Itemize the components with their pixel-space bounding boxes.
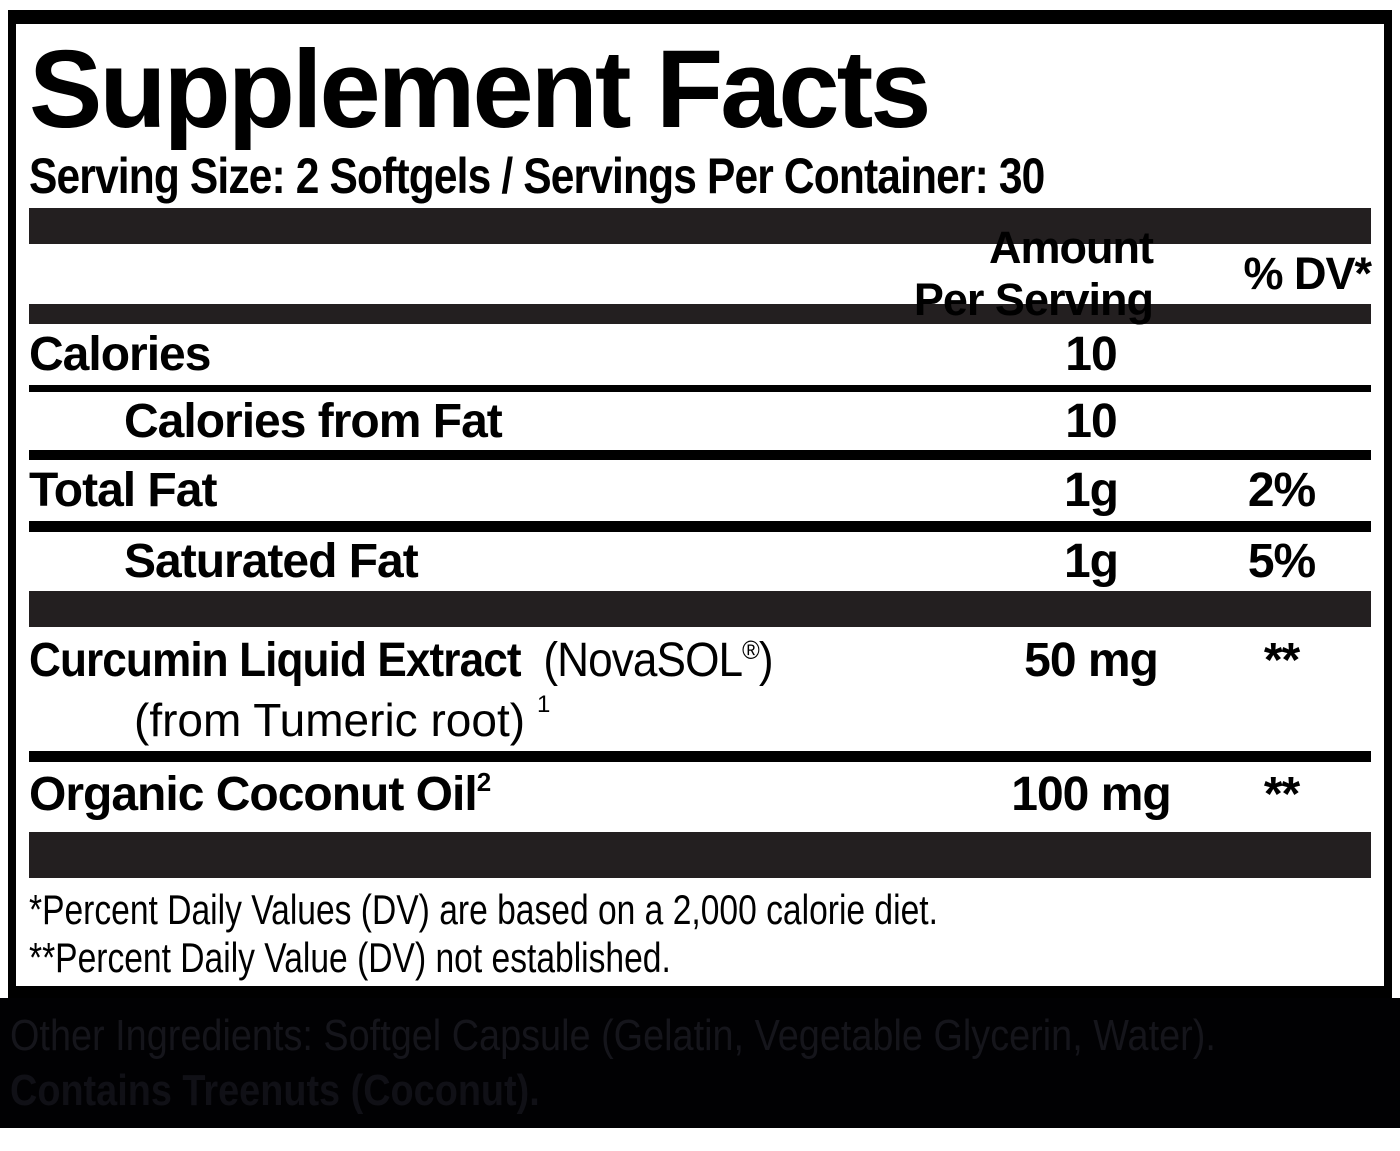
facts-title: Supplement Facts — [29, 28, 929, 151]
row-curcumin — [29, 627, 1371, 693]
coconut-oil-amount: 100 mg — [1011, 767, 1171, 821]
curcumin-label — [29, 633, 976, 688]
header-separator-bar — [29, 304, 1371, 324]
coconut-oil-name: Organic Coconut Oil — [29, 767, 477, 821]
serving-info — [29, 148, 1371, 204]
row-saturated-fat — [29, 532, 1371, 591]
row-calories — [29, 324, 1371, 385]
footnote-dv-not-established-text: **Percent Daily Value (DV) not established. — [29, 934, 671, 981]
coconut-oil-dv: ** — [1263, 767, 1300, 821]
total-fat-amount: 1g — [1063, 464, 1118, 517]
footnote-separator-bar — [29, 832, 1371, 878]
curcumin-source-line — [29, 693, 1371, 751]
percent-dv-header: % DV* — [1243, 248, 1371, 299]
row-divider — [29, 751, 1371, 762]
row-total-fat — [29, 460, 1371, 521]
footnote-dv-basis — [29, 886, 1371, 934]
column-header-row — [29, 222, 1371, 325]
saturated-fat-label: Saturated Fat — [124, 535, 418, 588]
novasol-brand-close: ) — [758, 633, 773, 687]
curcumin-label-text — [29, 633, 773, 688]
row-divider — [29, 450, 1371, 460]
amount-per-serving-header: Amount Per Serving — [913, 222, 1153, 325]
total-fat-dv: 2% — [1247, 464, 1316, 517]
supplement-facts-label — [8, 10, 1392, 998]
saturated-fat-dv: 5% — [1247, 535, 1316, 588]
coconut-oil-superscript: 2 — [476, 766, 491, 797]
row-divider — [29, 385, 1371, 392]
footnote-dv-not-established — [29, 934, 1371, 982]
footnotes — [29, 886, 1371, 982]
contains-allergen-line — [10, 1064, 1400, 1118]
row-calories-from-fat — [29, 392, 1371, 450]
row-divider — [29, 521, 1371, 532]
saturated-fat-amount: 1g — [1063, 535, 1118, 588]
section-separator-bar — [29, 591, 1371, 627]
curcumin-dv: ** — [1263, 633, 1300, 687]
total-fat-label: Total Fat — [29, 464, 217, 517]
curcumin-source-text: (from Tumeric root) — [134, 694, 526, 746]
serving-info-text: Serving Size: 2 Softgels / Servings Per Container: 30 — [29, 148, 1045, 204]
contains-allergen-text: Contains Treenuts (Coconut). — [10, 1066, 540, 1115]
registered-trademark-symbol: ® — [742, 634, 759, 665]
calories-from-fat-amount: 10 — [1065, 394, 1117, 448]
row-coconut-oil — [29, 762, 1371, 826]
curcumin-source-superscript: 1 — [537, 691, 551, 718]
calories-label: Calories — [29, 328, 211, 381]
calories-amount: 10 — [1065, 328, 1117, 381]
other-ingredients-panel — [0, 998, 1400, 1128]
other-ingredients-line — [10, 1008, 1400, 1064]
curcumin-name: Curcumin Liquid Extract — [29, 633, 521, 687]
curcumin-amount: 50 mg — [1024, 633, 1158, 687]
novasol-brand: (NovaSOL — [543, 633, 743, 687]
separator-bar-top — [29, 208, 1371, 244]
footnote-dv-basis-text: *Percent Daily Values (DV) are based on a 2,000 calorie diet. — [29, 886, 938, 933]
other-ingredients-text: Other Ingredients: Softgel Capsule (Gelatin, Vegetable Glycerin, Water). — [10, 1011, 1216, 1060]
coconut-oil-label — [29, 767, 976, 822]
calories-from-fat-label: Calories from Fat — [124, 394, 502, 448]
